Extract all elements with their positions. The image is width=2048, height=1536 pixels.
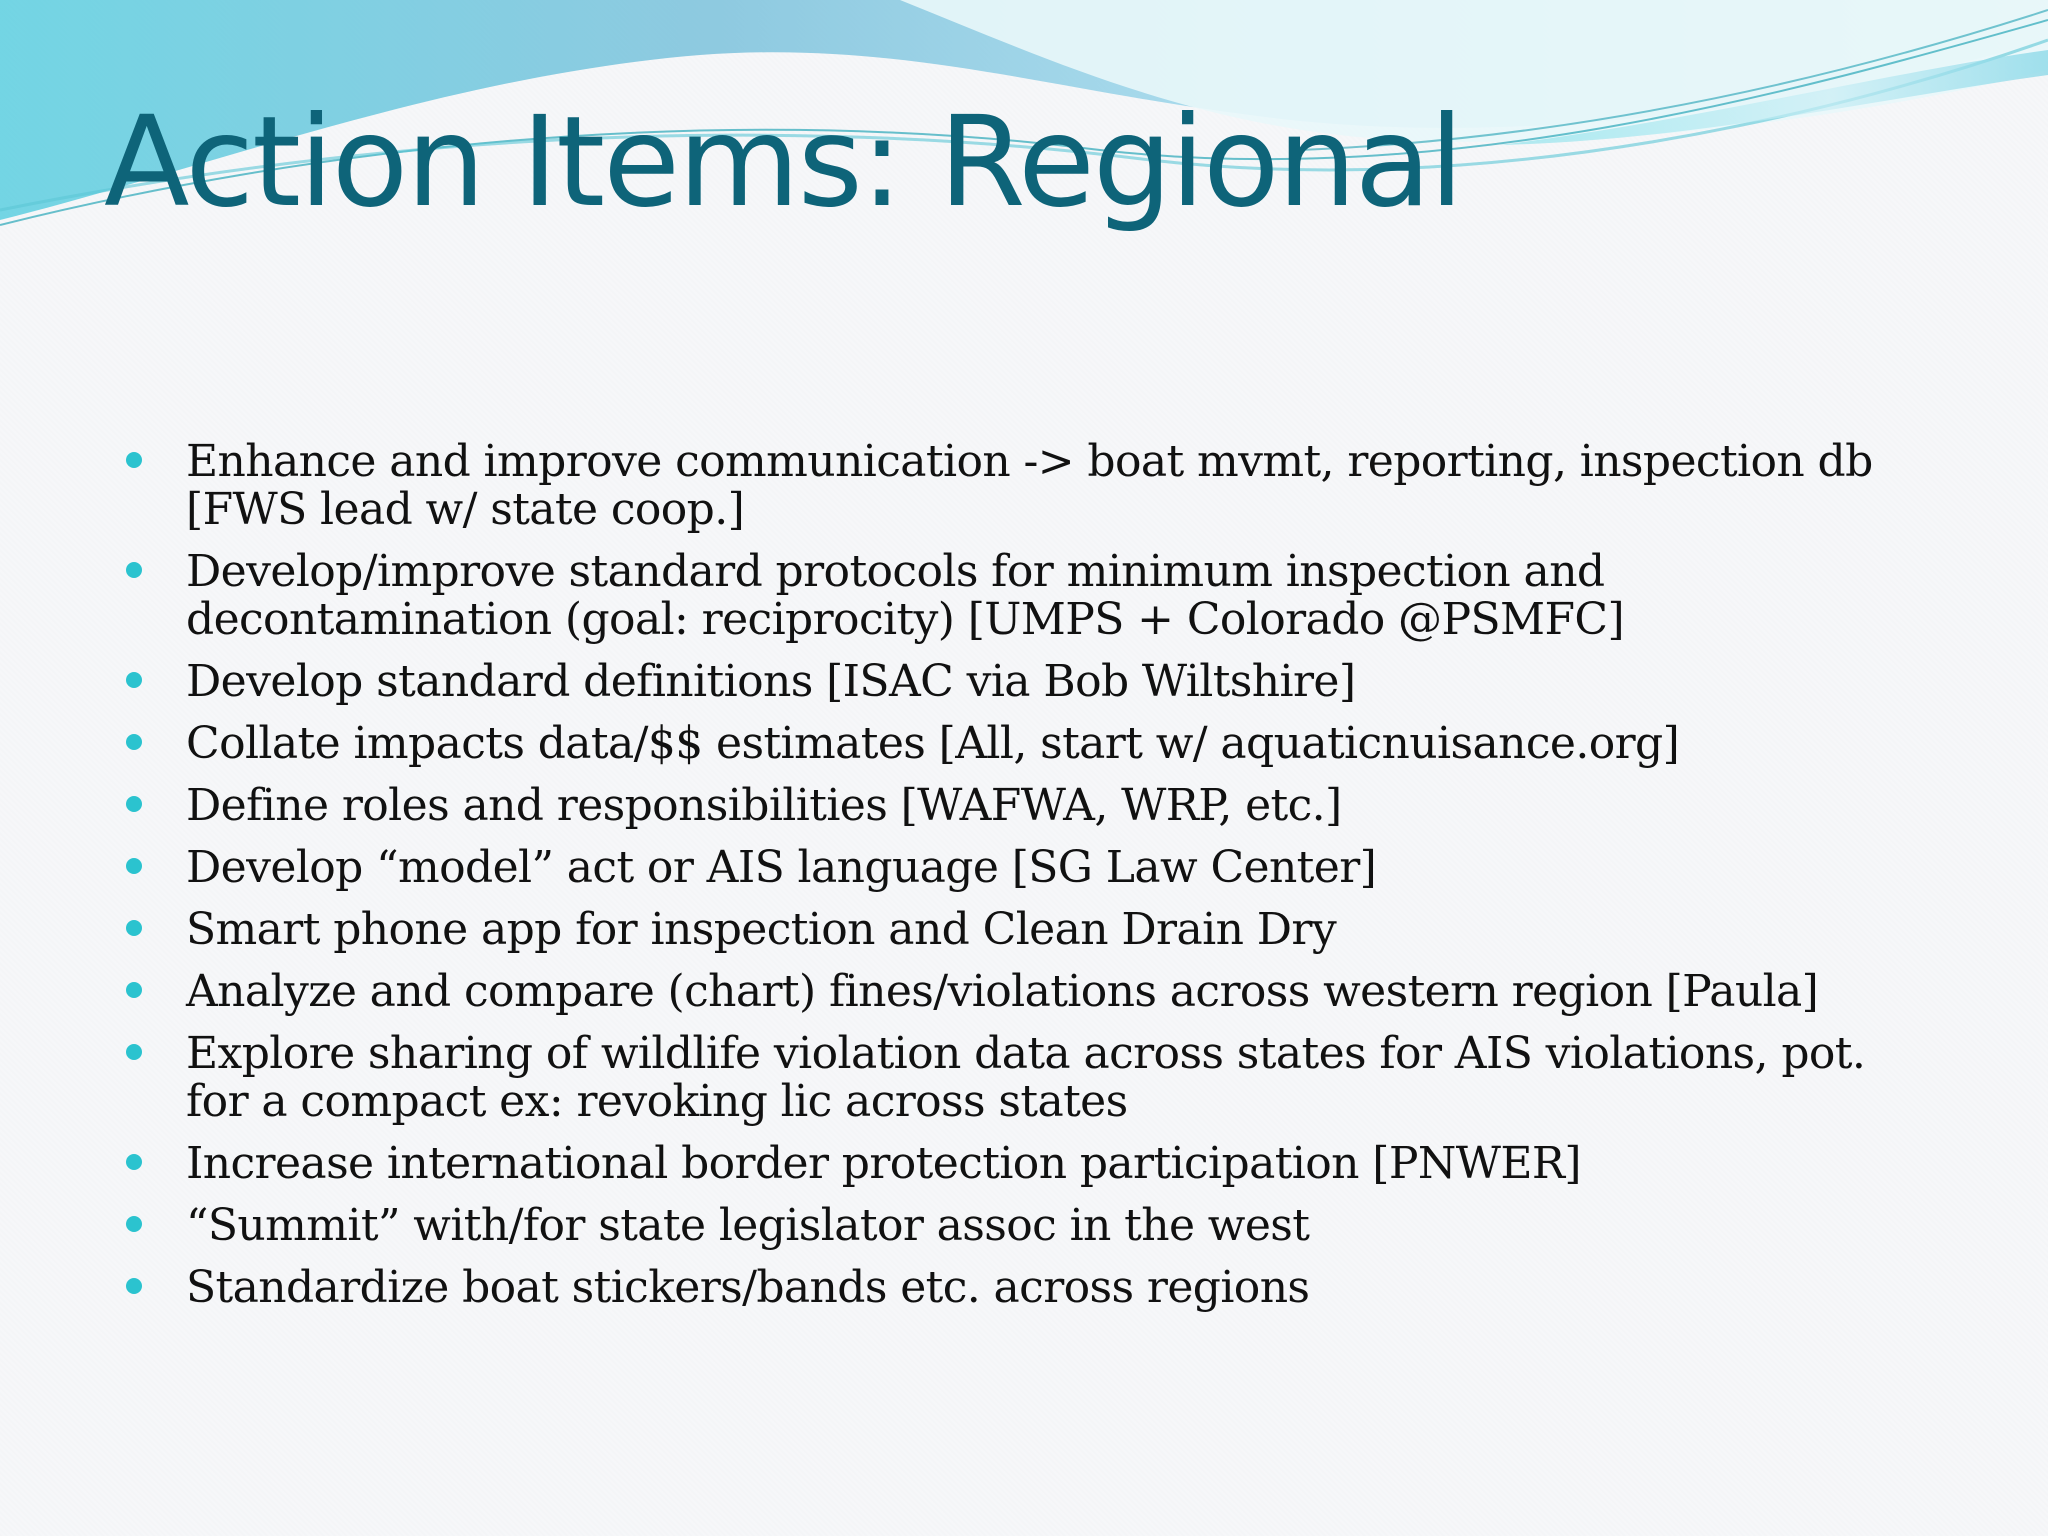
list-item xyxy=(126,1202,1936,1250)
list-item xyxy=(126,844,1936,892)
list-item-text: Develop/improve standard protocols for minimum inspection and decontamination (goal: reciprocity) [UMPS + Colorado @PSMFC] xyxy=(186,546,1625,645)
list-item-text: Define roles and responsibilities [WAFWA, WRP, etc.] xyxy=(186,780,1342,831)
list-item xyxy=(126,782,1936,830)
list-item xyxy=(126,720,1936,768)
list-item xyxy=(126,1140,1936,1188)
list-item-text: Enhance and improve communication -> boat mvmt, reporting, inspection db [FWS lead w/ state coop.] xyxy=(186,436,1873,535)
list-item xyxy=(126,1030,1936,1126)
list-item xyxy=(126,548,1936,644)
bullet-icon xyxy=(126,796,142,812)
list-item-text: “Summit” with/for state legislator assoc in the west xyxy=(186,1200,1310,1251)
list-item-text: Develop “model” act or AIS language [SG Law Center] xyxy=(186,842,1377,893)
bullet-icon xyxy=(126,982,142,998)
list-item-text: Standardize boat stickers/bands etc. across regions xyxy=(186,1262,1310,1313)
list-item xyxy=(126,658,1936,706)
list-item xyxy=(126,438,1936,534)
list-item xyxy=(126,1264,1936,1312)
list-item-text: Analyze and compare (chart) fines/violations across western region [Paula] xyxy=(186,966,1819,1017)
list-item-text: Develop standard definitions [ISAC via Bob Wiltshire] xyxy=(186,656,1356,707)
bullet-icon xyxy=(126,920,142,936)
list-item-text: Increase international border protection participation [PNWER] xyxy=(186,1138,1581,1189)
bullet-icon xyxy=(126,1278,142,1294)
bullet-icon xyxy=(126,452,142,468)
bullet-icon xyxy=(126,672,142,688)
list-item-text: Smart phone app for inspection and Clean Drain Dry xyxy=(186,904,1337,955)
slide-title: Action Items: Regional xyxy=(104,90,1462,235)
list-item xyxy=(126,968,1936,1016)
bullet-icon xyxy=(126,1216,142,1232)
list-item-text: Collate impacts data/$$ estimates [All, start w/ aquaticnuisance.org] xyxy=(186,718,1680,769)
bullet-icon xyxy=(126,858,142,874)
list-item-text: Explore sharing of wildlife violation data across states for AIS violations, pot. for a compact ex: revoking lic across states xyxy=(186,1028,1866,1127)
bullet-icon xyxy=(126,1044,142,1060)
bullet-icon xyxy=(126,562,142,578)
action-items-list xyxy=(126,438,1936,1326)
bullet-icon xyxy=(126,734,142,750)
list-item xyxy=(126,906,1936,954)
bullet-icon xyxy=(126,1154,142,1170)
